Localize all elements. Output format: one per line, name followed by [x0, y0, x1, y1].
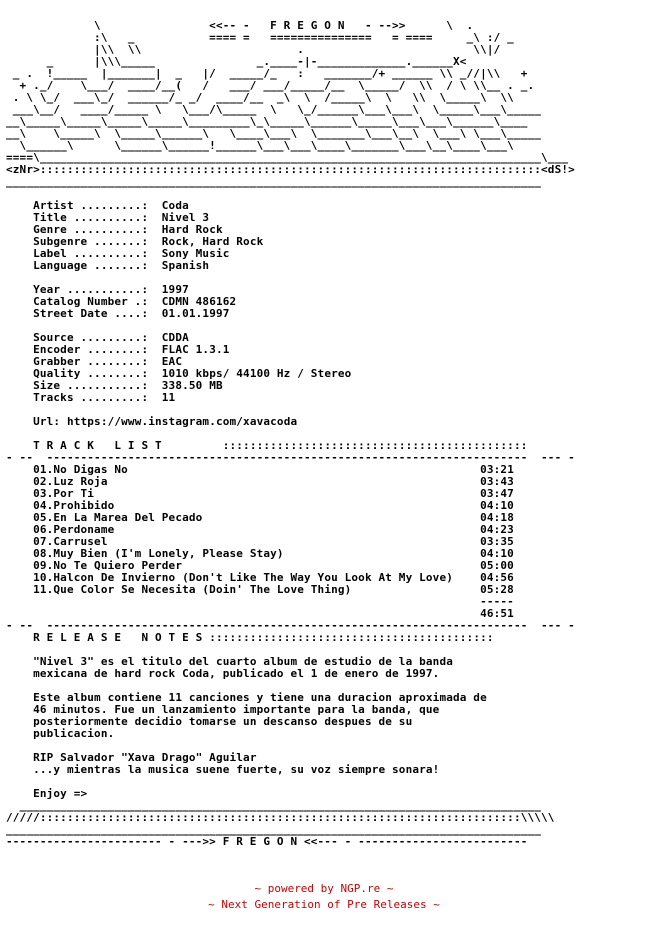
notes-text: ...y mientras la musica suene fuerte, su voz siempre sonara! — [33, 763, 440, 776]
track-list — [6, 463, 514, 596]
tracklist-rule: - -- ----------------------------------------------------------------------- --- - — [6, 451, 575, 464]
notes-text: "Nivel 3" es el titulo del cuarto album de estudio de la banda — [33, 655, 453, 668]
info-value: Spanish — [161, 259, 210, 272]
url-label: Url: — [33, 415, 61, 428]
footer-powered-by: ~ powered by NGP.re ~ — [254, 882, 394, 895]
info-label: Size ...........: — [33, 379, 149, 392]
info-value: 1997 — [161, 283, 189, 296]
info-label: Title ..........: — [33, 211, 149, 224]
track-title: 03.Por Ti — [33, 487, 95, 500]
info-label: Artist .........: — [33, 199, 149, 212]
info-block-general — [6, 199, 263, 272]
url-link[interactable]: https://www.instagram.com/xavacoda — [66, 415, 298, 428]
track-time: 04:56 — [480, 571, 514, 584]
track-title: 02.Luz Roja — [33, 475, 108, 488]
banner-line: \______\ \______\______!______\___\___\____\_______\___\__\____\___\ — [6, 139, 514, 152]
info-value: 338.50 MB — [161, 379, 223, 392]
track-time: 03:21 — [480, 463, 514, 476]
info-label: Label ..........: — [33, 247, 149, 260]
nfo-text — [6, 20, 646, 848]
tracklist-heading: T R A C K L I S T — [33, 439, 162, 452]
notes-text: posteriormente decidio tomarse un descanso despues de su — [33, 715, 413, 728]
info-block-technical — [6, 331, 351, 404]
banner-line: __\ \_____\ \_____\______\ \____\___\ \_______\___\__\ \___\ \___\_____ — [6, 127, 542, 140]
banner-line: . \ \_/ ___\_/ ______/_ _/ ____/__ _\ \ /_____\ \ \\ \_____\ \\ — [6, 91, 514, 104]
info-value: Rock, Hard Rock — [161, 235, 264, 248]
banner-line: ====\__________________________________________________________________________\___ — [6, 151, 569, 164]
info-value: CDMN 486162 — [161, 295, 237, 308]
footer-tagline: ~ Next Generation of Pre Releases ~ — [208, 898, 440, 911]
track-title: 08.Muy Bien (I'm Lonely, Please Stay) — [33, 547, 284, 560]
info-value: Nivel 3 — [161, 211, 210, 224]
info-label: Genre ..........: — [33, 223, 149, 236]
notes-text: RIP Salvador "Xava Drago" Aguilar — [33, 751, 257, 764]
info-value: Sony Music — [161, 247, 230, 260]
info-value: 1010 kbps/ 44100 Hz / Stereo — [161, 367, 352, 380]
notes-text: publicacion. — [33, 727, 115, 740]
track-title: 01.No Digas No — [33, 463, 128, 476]
banner-line: __\_____\_____\_____\_____\_________\_\_____\______\_____\___\___\______\____ — [6, 115, 528, 128]
track-title: 05.En La Marea Del Pecado — [33, 511, 203, 524]
banner-line: \ <<-- - F R E G O N - -->> \ . — [6, 20, 474, 32]
track-time: 05:00 — [480, 559, 514, 572]
track-title: 06.Perdoname — [33, 523, 115, 536]
info-label: Subgenre .......: — [33, 235, 149, 248]
track-time: 04:10 — [480, 499, 514, 512]
info-value: FLAC 1.3.1 — [161, 343, 230, 356]
track-title: 07.Carrusel — [33, 535, 108, 548]
banner-line: <zNr>::::::::::::::::::::::::::::::::::::::::::::::::::::::::::::::::::::::::::<dS!> — [6, 163, 575, 176]
total-time: 46:51 — [480, 607, 514, 620]
info-block-release — [6, 283, 236, 320]
end-rule: /////:::::::::::::::::::::::::::::::::::::::::::::::::::::::::::::::::::::::\\\\\ — [6, 811, 555, 824]
track-time: 03:47 — [480, 487, 514, 500]
track-title: 10.Halcon De Invierno (Don't Like The Way You Look At My Love) — [33, 571, 453, 584]
track-time: 03:43 — [480, 475, 514, 488]
notes-text: mexicana de hard rock Coda, publicado el 1 de enero de 1997. — [33, 667, 440, 680]
info-value: Hard Rock — [161, 223, 223, 236]
tracklist-heading-fill: ::::::::::::::::::::::::::::::::::::::::::::: — [222, 439, 528, 452]
info-label: Language .......: — [33, 259, 149, 272]
enjoy-text: Enjoy => — [33, 787, 88, 800]
info-label: Grabber ........: — [33, 355, 149, 368]
banner-line: :\ _ ==== = =============== = ==== _\ :/ _ — [6, 31, 514, 44]
divider: _______________________________________________________________________________ — [6, 175, 542, 188]
track-time: 03:35 — [480, 535, 514, 548]
track-title: 09.No Te Quiero Perder — [33, 559, 183, 572]
banner-line: ___\__/ ____/_____ \ \___/\_____ \ \_/______\___\___\ \_____\___\_____ — [6, 103, 542, 116]
info-label: Quality ........: — [33, 367, 149, 380]
info-value: 11 — [161, 391, 176, 404]
info-value: EAC — [161, 355, 183, 368]
banner-line: _ |\\\_____ _.____-|-_____________.______X< — [6, 55, 467, 68]
track-title: 04.Prohibido — [33, 499, 115, 512]
end-rule: _____________________________________________________________________________ — [6, 799, 542, 812]
banner-line: |\\ \\ . \\|/ — [6, 43, 501, 56]
banner-line: + ._/ \___/ ____/__( / ___/ ___/_____/__ \_____/ \\ / \ \\__ . _. — [6, 79, 535, 92]
info-label: Source .........: — [33, 331, 149, 344]
info-label: Tracks .........: — [33, 391, 149, 404]
info-label: Catalog Number .: — [33, 295, 149, 308]
info-label: Street Date ....: — [33, 307, 149, 320]
banner-line: _ . !_____ |_______| _ |/ _____/_ : _______/+ ______ \\ _//|\\ + — [6, 67, 528, 80]
notes-heading: R E L E A S E N O T E S — [33, 631, 203, 644]
track-time: 04:10 — [480, 547, 514, 560]
track-title: 11.Que Color Se Necesita (Doin' The Love Thing) — [33, 583, 352, 596]
info-value: CDDA — [161, 331, 189, 344]
end-signature: ----------------------- - --->> F R E G O N <<--- - ------------------------- — [6, 835, 528, 848]
info-label: Year ...........: — [33, 283, 149, 296]
notes-text: 46 minutos. Fue un lanzamiento importante para la banda, que — [33, 703, 440, 716]
tracklist-rule: - -- ----------------------------------------------------------------------- --- - — [6, 619, 575, 632]
end-rule: _______________________________________________________________________________ — [6, 823, 542, 836]
total-rule: ----- — [480, 595, 514, 608]
info-label: Encoder ........: — [33, 343, 149, 356]
track-time: 05:28 — [480, 583, 514, 596]
track-time: 04:18 — [480, 511, 514, 524]
info-value: Coda — [161, 199, 189, 212]
track-time: 04:23 — [480, 523, 514, 536]
notes-text: Este album contiene 11 canciones y tiene una duracion aproximada de — [33, 691, 487, 704]
info-value: 01.01.1997 — [161, 307, 230, 320]
notes-heading-fill: :::::::::::::::::::::::::::::::::::::::::: — [209, 631, 494, 644]
